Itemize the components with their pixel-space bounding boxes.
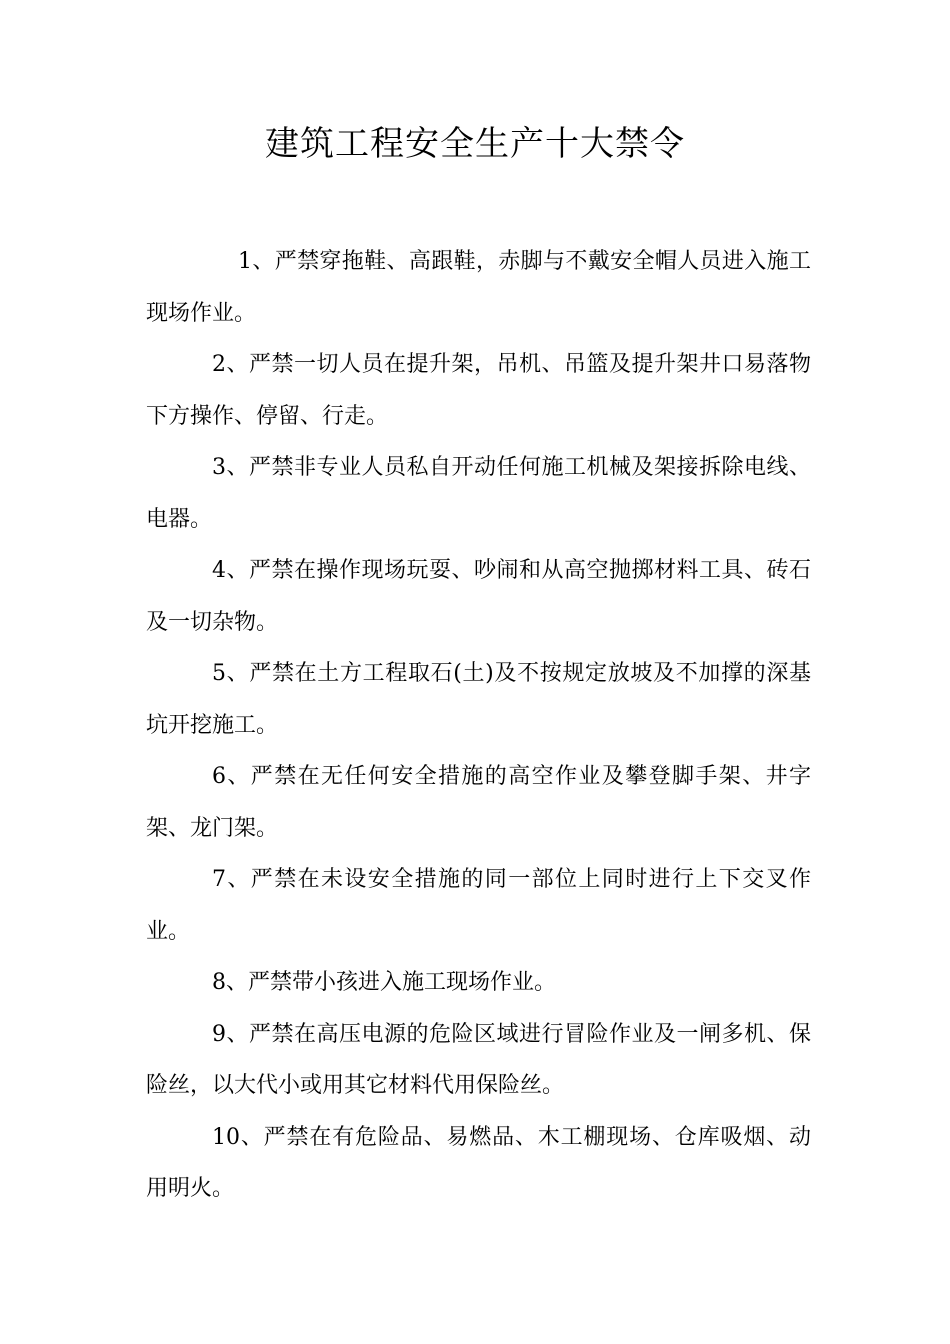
rule-paragraph-4: 4、严禁在操作现场玩耍、吵闹和从高空抛掷材料工具、砖石及一切杂物。 (146, 558, 811, 635)
rule-paragraph-8: 8、严禁带小孩进入施工现场作业。 (212, 970, 556, 995)
rule-paragraph-2: 2、严禁一切人员在提升架，吊机、吊篮及提升架井口易落物下方操作、停留、行走。 (146, 352, 811, 429)
document-body (146, 236, 811, 1215)
rule-paragraph-5: 5、严禁在土方工程取石(土)及不按规定放坡及不加撑的深基坑开挖施工。 (146, 661, 811, 738)
rule-paragraph-7: 7、严禁在未设安全措施的同一部位上同时进行上下交叉作业。 (146, 867, 811, 944)
rule-paragraph-6: 6、严禁在无任何安全措施的高空作业及攀登脚手架、井字架、龙门架。 (146, 764, 811, 841)
rule-paragraph-9: 9、严禁在高压电源的危险区域进行冒险作业及一闸多机、保险丝，以大代小或用其它材料代用保险丝。 (146, 1021, 811, 1098)
rule-paragraph-1: 1、严禁穿拖鞋、高跟鞋，赤脚与不戴安全帽人员进入施工现场作业。 (146, 249, 811, 326)
rule-paragraph-3: 3、严禁非专业人员私自开动任何施工机械及架接拆除电线、电器。 (146, 455, 811, 532)
document-title: 建筑工程安全生产十大禁令 (265, 124, 685, 164)
rule-paragraph-10: 10、严禁在有危险品、易燃品、木工棚现场、仓库吸烟、动用明火。 (146, 1124, 811, 1201)
